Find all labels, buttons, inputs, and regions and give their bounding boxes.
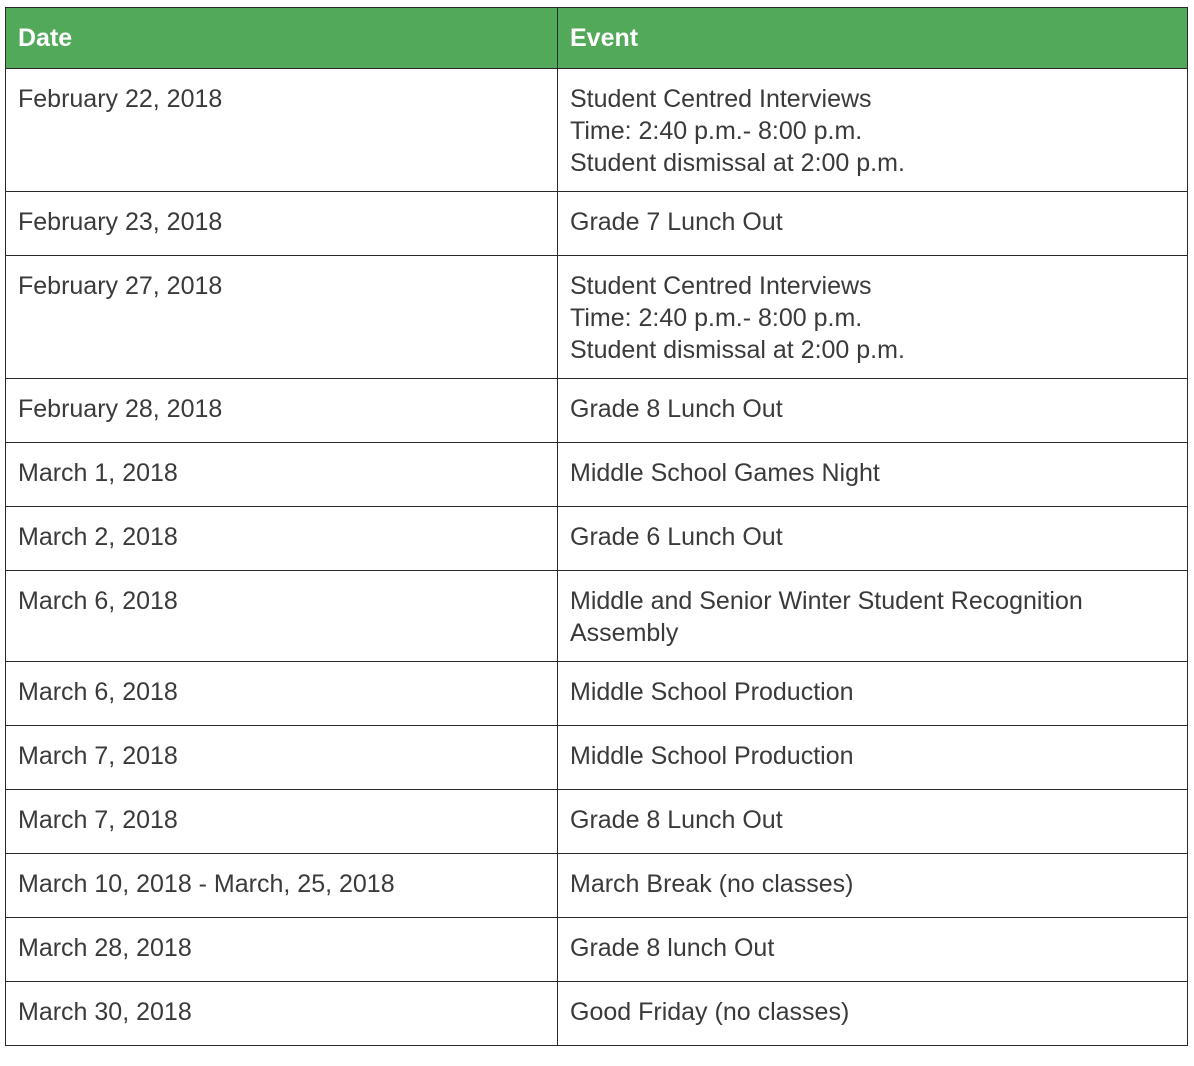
event-line: Student dismissal at 2:00 p.m. <box>570 149 905 177</box>
date-cell: March 10, 2018 - March, 25, 2018 <box>6 854 558 918</box>
table-row <box>6 507 1188 571</box>
table-row <box>6 726 1188 790</box>
date-cell: February 27, 2018 <box>6 256 558 379</box>
table-row <box>6 443 1188 507</box>
date-cell: March 6, 2018 <box>6 662 558 726</box>
date-column-header: Date <box>6 8 558 69</box>
table-row <box>6 256 1188 379</box>
table-row <box>6 379 1188 443</box>
table-row <box>6 571 1188 662</box>
event-cell: Grade 6 Lunch Out <box>558 507 1188 571</box>
event-cell: Middle School Production <box>558 726 1188 790</box>
event-cell: Grade 8 Lunch Out <box>558 790 1188 854</box>
table-row <box>6 854 1188 918</box>
event-line: Student dismissal at 2:00 p.m. <box>570 336 905 364</box>
date-cell: February 28, 2018 <box>6 379 558 443</box>
table-row <box>6 918 1188 982</box>
event-cell: March Break (no classes) <box>558 854 1188 918</box>
event-line: Time: 2:40 p.m.- 8:00 p.m. <box>570 117 863 145</box>
table-header-row <box>6 8 1188 69</box>
date-cell: March 30, 2018 <box>6 982 558 1046</box>
date-cell: March 6, 2018 <box>6 571 558 662</box>
event-cell: Good Friday (no classes) <box>558 982 1188 1046</box>
event-cell: Middle and Senior Winter Student Recognition Assembly <box>558 571 1188 662</box>
date-cell: March 28, 2018 <box>6 918 558 982</box>
event-line: Time: 2:40 p.m.- 8:00 p.m. <box>570 304 863 332</box>
table-row <box>6 662 1188 726</box>
table-row <box>6 192 1188 256</box>
event-cell: Grade 7 Lunch Out <box>558 192 1188 256</box>
date-cell: February 22, 2018 <box>6 69 558 192</box>
event-cell: Middle School Games Night <box>558 443 1188 507</box>
event-cell: Grade 8 lunch Out <box>558 918 1188 982</box>
event-cell <box>558 69 1188 192</box>
date-cell: March 1, 2018 <box>6 443 558 507</box>
date-cell: March 2, 2018 <box>6 507 558 571</box>
date-cell: March 7, 2018 <box>6 790 558 854</box>
event-cell: Grade 8 Lunch Out <box>558 379 1188 443</box>
date-cell: March 7, 2018 <box>6 726 558 790</box>
event-cell <box>558 256 1188 379</box>
table-row <box>6 982 1188 1046</box>
event-cell: Middle School Production <box>558 662 1188 726</box>
table-row <box>6 69 1188 192</box>
date-cell: February 23, 2018 <box>6 192 558 256</box>
event-column-header: Event <box>558 8 1188 69</box>
event-line: Student Centred Interviews <box>570 85 872 113</box>
events-table <box>5 7 1188 1046</box>
event-line: Student Centred Interviews <box>570 272 872 300</box>
table-row <box>6 790 1188 854</box>
